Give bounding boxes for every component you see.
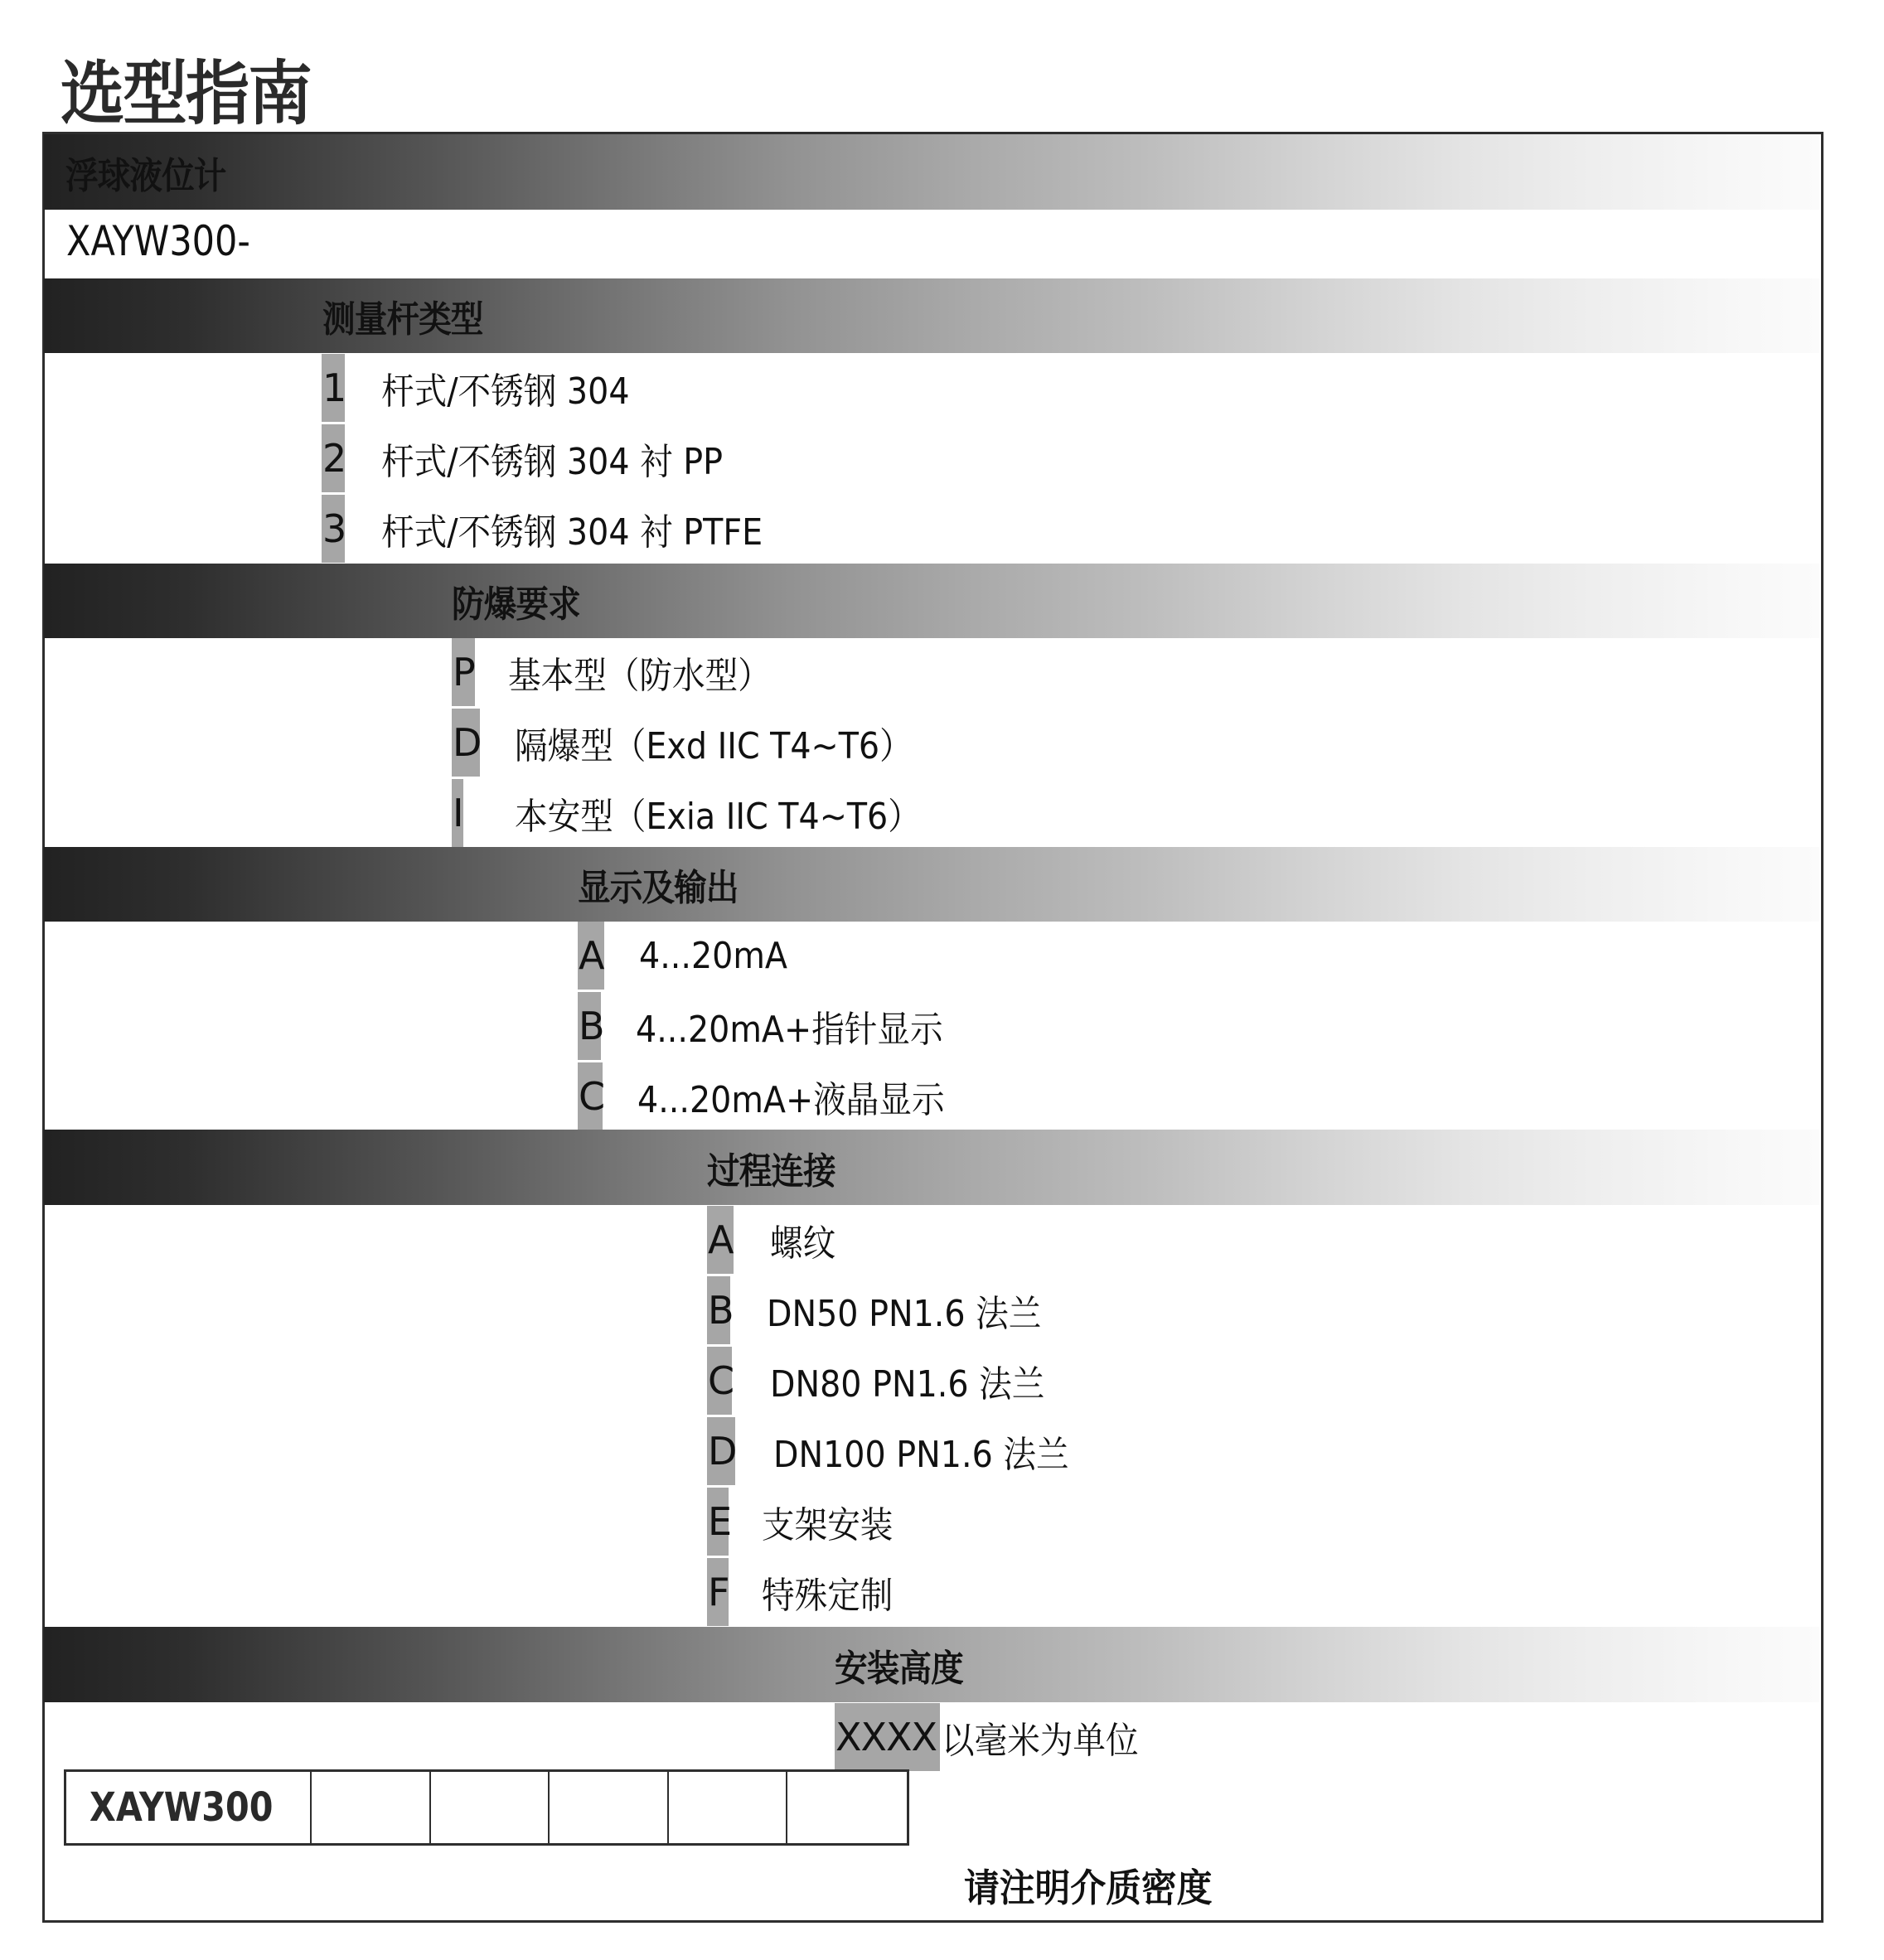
option-label: 杆式/不锈钢 304 衬 PP <box>381 441 724 483</box>
order-code-cell-process-connection <box>669 1772 788 1843</box>
section-bar-display-output <box>44 847 1819 922</box>
product-header-bar <box>44 134 1819 210</box>
page-title: 选型指南 <box>61 53 311 134</box>
section-title: 显示及输出 <box>578 867 739 909</box>
option-row <box>578 992 977 1060</box>
option-code: 1 <box>322 354 345 422</box>
model-prefix: XAYW300- <box>66 217 250 265</box>
option-code: P <box>452 638 475 706</box>
section-title: 防爆要求 <box>452 583 580 626</box>
option-code: B <box>707 1276 730 1344</box>
option-row <box>707 1558 908 1626</box>
option-label: 特殊定制 <box>762 1575 894 1617</box>
option-code: A <box>707 1206 734 1274</box>
option-row <box>322 495 805 563</box>
option-code: 3 <box>322 495 345 563</box>
option-row <box>707 1488 908 1556</box>
option-label: 4...20mA <box>639 934 788 977</box>
option-code: I <box>452 779 463 847</box>
section-bar-process-connection <box>44 1130 1819 1205</box>
order-code-table <box>64 1769 909 1846</box>
order-code-cell-model <box>66 1772 312 1843</box>
option-label: DN80 PN1.6 法兰 <box>770 1363 1045 1406</box>
section-bar-rod-type <box>44 278 1819 353</box>
option-code: XXXX <box>835 1703 940 1771</box>
option-code: 2 <box>322 424 345 492</box>
footer-note: 请注明介质密度 <box>964 1866 1213 1910</box>
option-code: D <box>707 1417 735 1485</box>
option-label: 基本型（防水型） <box>508 655 771 697</box>
option-row <box>707 1347 1075 1415</box>
option-row <box>452 779 966 847</box>
product-name: 浮球液位计 <box>65 154 226 197</box>
option-row <box>322 424 761 492</box>
section-bar-installation-height <box>44 1627 1819 1702</box>
option-code: B <box>578 992 601 1060</box>
option-code: C <box>578 1062 603 1130</box>
section-title: 测量杆类型 <box>322 298 483 341</box>
order-code-cell-display-output <box>550 1772 669 1843</box>
option-code: A <box>578 922 604 990</box>
option-label: 4...20mA+指针显示 <box>636 1009 943 1051</box>
order-code-cell-explosion-proof <box>431 1772 550 1843</box>
option-row <box>452 709 957 777</box>
option-label: 杆式/不锈钢 304 <box>381 370 630 413</box>
section-bar-explosion-proof <box>44 564 1819 638</box>
option-label: 以毫米为单位 <box>942 1720 1139 1762</box>
option-label: 支架安装 <box>762 1504 894 1546</box>
option-row <box>835 1703 1160 1771</box>
option-row <box>707 1206 843 1274</box>
option-label: 螺纹 <box>770 1222 836 1265</box>
section-title: 安装高度 <box>835 1647 963 1690</box>
option-label: 本安型（Exia IIC T4~T6） <box>515 796 921 838</box>
option-row <box>578 922 804 990</box>
option-label: DN50 PN1.6 法兰 <box>767 1293 1042 1335</box>
option-row <box>578 1062 979 1130</box>
order-code-model: XAYW300 <box>90 1784 274 1831</box>
order-code-cell-rod-type <box>312 1772 431 1843</box>
option-code: E <box>707 1488 729 1556</box>
option-row <box>707 1417 1102 1485</box>
option-code: F <box>707 1558 729 1626</box>
option-row <box>452 638 800 706</box>
order-code-cell-installation-height <box>787 1772 907 1843</box>
option-label: DN100 PN1.6 法兰 <box>773 1434 1069 1476</box>
option-label: 4...20mA+液晶显示 <box>637 1079 945 1121</box>
option-code: C <box>707 1347 732 1415</box>
option-row <box>707 1276 1072 1344</box>
option-label: 隔爆型（Exd IIC T4~T6） <box>515 725 913 767</box>
option-label: 杆式/不锈钢 304 衬 PTFE <box>381 511 763 554</box>
section-title: 过程连接 <box>707 1149 835 1193</box>
option-row <box>322 354 657 422</box>
option-code: D <box>452 709 480 777</box>
